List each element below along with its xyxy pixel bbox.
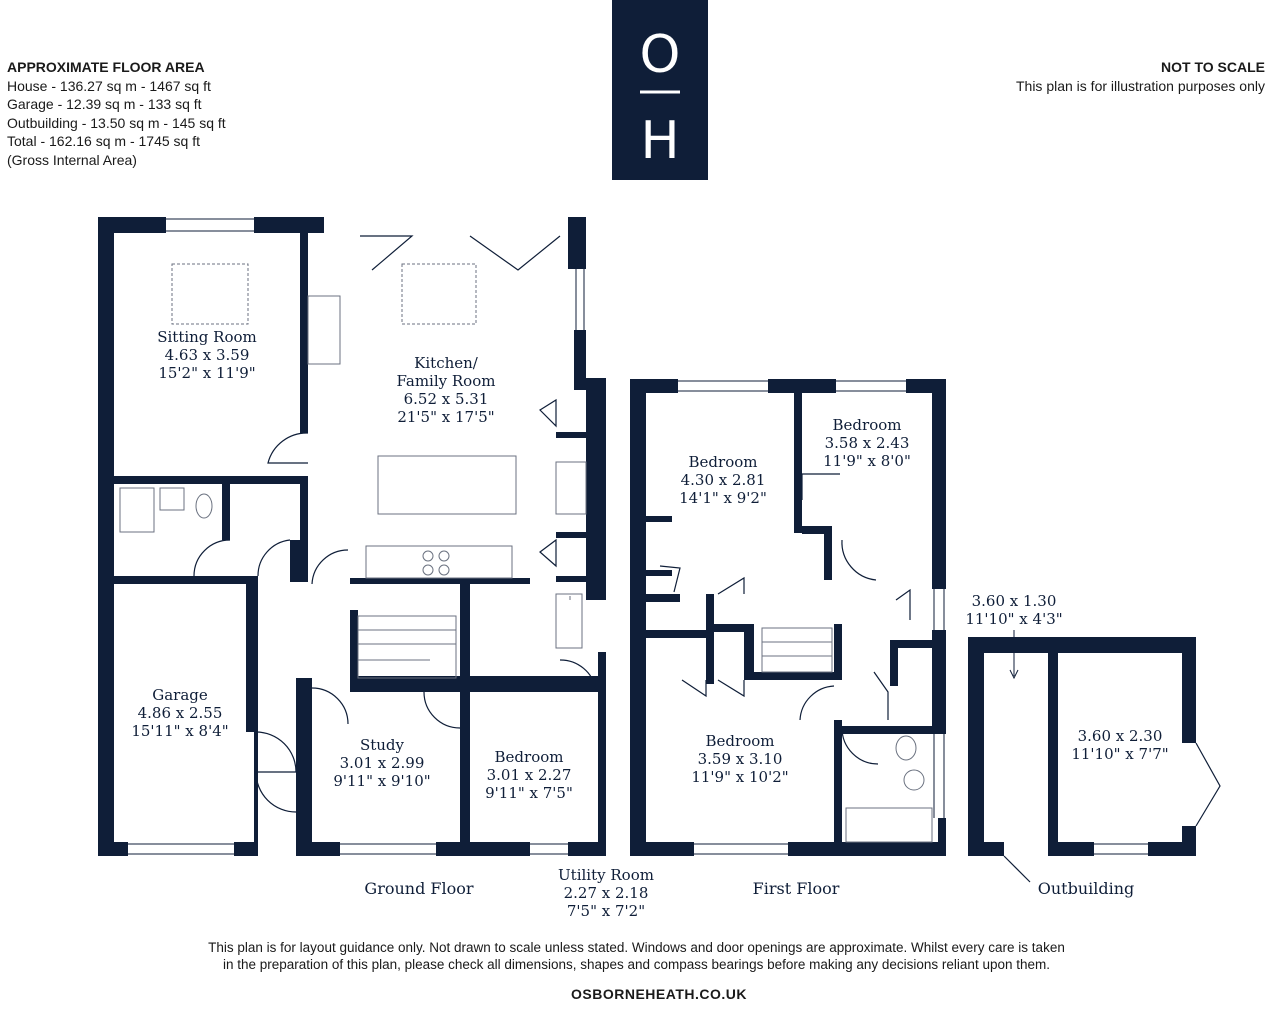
area-outbuilding: Outbuilding - 13.50 sq m - 145 sq ft [7,114,226,131]
gf-bedroom-name: Bedroom [494,748,564,766]
sitting-room-name: Sitting Room [157,328,257,346]
bedroom-3-name: Bedroom [705,732,775,750]
kitchen-name-1: Kitchen/ [414,354,478,372]
outbuilding-main-imperial: 11'10" x 7'7" [1071,745,1169,763]
study-name: Study [359,736,405,754]
bedroom-2-metric: 3.58 x 2.43 [824,434,910,452]
first-floor-label: First Floor [752,879,840,898]
disclaimer [0,939,1273,973]
disclaimer-line-2: in the preparation of this plan, please check all dimensions, shapes and compass bearings before making any decisions reliant upon them. [223,957,1050,972]
utility-room-imperial: 7'5" x 7'2" [566,902,646,920]
outbuilding-store-imperial: 11'10" x 4'3" [965,610,1063,628]
bedroom-3-metric: 3.59 x 3.10 [697,750,783,768]
outbuilding-main-metric: 3.60 x 2.30 [1077,727,1163,745]
area-house: House - 136.27 sq m - 1467 sq ft [7,77,211,94]
logo-letter-h: H [640,111,680,171]
sitting-room-metric: 4.63 x 3.59 [164,346,250,364]
scale-title: NOT TO SCALE [1161,59,1265,75]
bedroom-2-imperial: 11'9" x 8'0" [823,452,911,470]
area-note: (Gross Internal Area) [7,151,137,168]
gf-bedroom-imperial: 9'11" x 7'5" [485,784,573,802]
website-link[interactable]: OSBORNEHEATH.CO.UK [571,986,747,1002]
gf-bedroom-metric: 3.01 x 2.27 [486,766,572,784]
outbuilding-label: Outbuilding [1037,879,1135,898]
sitting-room-imperial: 15'2" x 11'9" [158,364,256,382]
floor-labels [364,879,1134,898]
utility-room-name: Utility Room [558,866,654,884]
study-imperial: 9'11" x 9'10" [333,772,431,790]
scale-note: This plan is for illustration purposes only [1015,78,1265,94]
bedroom-1-imperial: 14'1" x 9'2" [679,489,767,507]
disclaimer-line-1: This plan is for layout guidance only. Not drawn to scale unless stated. Windows and door openings are approximate. Whilst every care is taken [208,940,1065,955]
garage-name: Garage [152,686,208,704]
study-metric: 3.01 x 2.99 [339,754,425,772]
bedroom-1-metric: 4.30 x 2.81 [680,471,766,489]
bedroom-3-imperial: 11'9" x 10'2" [691,768,789,786]
outbuilding-store-metric: 3.60 x 1.30 [971,592,1057,610]
garage-imperial: 15'11" x 8'4" [131,722,229,740]
kitchen-metric: 6.52 x 5.31 [403,390,489,408]
bedroom-2-name: Bedroom [832,416,902,434]
floor-area-title: APPROXIMATE FLOOR AREA [7,59,205,75]
utility-room-metric: 2.27 x 2.18 [563,884,649,902]
area-garage: Garage - 12.39 sq m - 133 sq ft [7,96,202,112]
area-total: Total - 162.16 sq m - 1745 sq ft [7,133,200,149]
garage-metric: 4.86 x 2.55 [137,704,223,722]
walls [98,217,1196,856]
logo-letter-o: O [639,25,681,85]
room-labels [131,328,1168,920]
ground-floor-label: Ground Floor [364,879,474,898]
kitchen-imperial: 21'5" x 17'5" [397,408,495,426]
kitchen-name-2: Family Room [396,372,496,390]
bedroom-1-name: Bedroom [688,453,758,471]
